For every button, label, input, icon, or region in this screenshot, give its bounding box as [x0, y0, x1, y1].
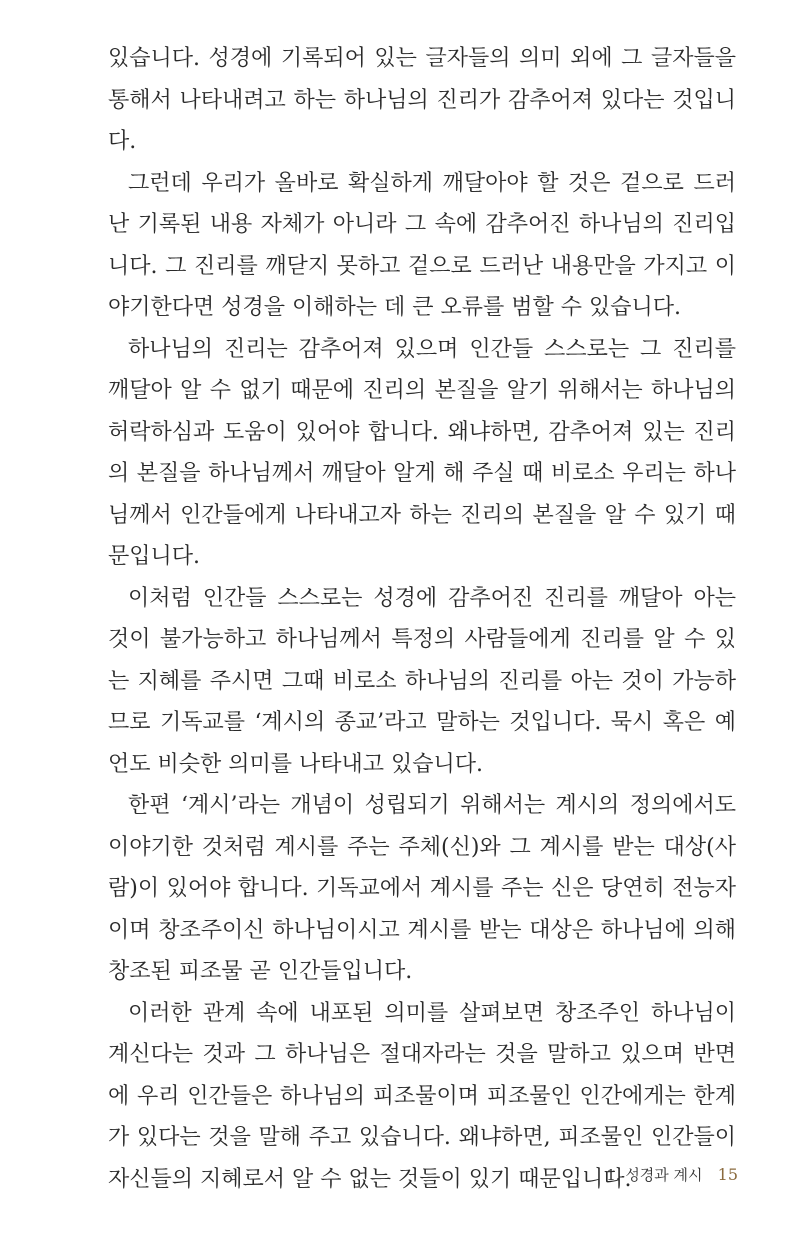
paragraph-4: 이처럼 인간들 스스로는 성경에 감추어진 진리를 깨달아 아는 것이 불가능하고 하나님께서 특정의 사람들에게 진리를 알 수 있는 지혜를 주시면 그때 비로소 하나님의 진리를 아는 것이 가능하므로 기독교를 ‘계시의 종교’라고 말하는 것입니다. 묵시 혹은 예언도 비슷한 의미를 나타내고 있습니다. — [108, 585, 736, 777]
body-text — [108, 38, 736, 1200]
running-footer-chapter: 1. 성경과 계시 — [606, 1166, 703, 1184]
page-number: 15 — [717, 1165, 738, 1184]
paragraph-1: 있습니다. 성경에 기록되어 있는 글자들의 의미 외에 그 글자들을 통해서 나타내려고 하는 하나님의 진리가 감추어져 있다는 것입니다. — [108, 46, 736, 154]
paragraph-3: 하나님의 진리는 감추어져 있으며 인간들 스스로는 그 진리를 깨달아 알 수 없기 때문에 진리의 본질을 알기 위해서는 하나님의 허락하심과 도움이 있어야 합니다. 왜냐하면, 감추어져 있는 진리의 본질을 하나님께서 깨달아 알게 해 주실 때 비로소 우리는 하나님께서 인간들에게 나타내고자 하는 진리의 본질을 알 수 있기 때문입니다. — [108, 336, 736, 569]
page-footer — [606, 1164, 738, 1185]
paragraph-2: 그런데 우리가 올바로 확실하게 깨달아야 할 것은 겉으로 드러난 기록된 내용 자체가 아니라 그 속에 감추어진 하나님의 진리입니다. 그 진리를 깨닫지 못하고 겉으로 드러난 내용만을 가지고 이야기한다면 성경을 이해하는 데 큰 오류를 범할 수 있습니다. — [108, 170, 736, 320]
paragraph-5: 한편 ‘계시’라는 개념이 성립되기 위해서는 계시의 정의에서도 이야기한 것처럼 계시를 주는 주체(신)와 그 계시를 받는 대상(사람)이 있어야 합니다. 기독교에서 계시를 주는 신은 당연히 전능자이며 창조주이신 하나님이시고 계시를 받는 대상은 하나님에 의해 창조된 피조물 곧 인간들입니다. — [108, 793, 736, 984]
paragraph-6: 이러한 관계 속에 내포된 의미를 살펴보면 창조주인 하나님이 계신다는 것과 그 하나님은 절대자라는 것을 말하고 있으며 반면에 우리 인간들은 하나님의 피조물이며 피조물인 인간에게는 한계가 있다는 것을 말해 주고 있습니다. 왜냐하면, 피조물인 인간들이 자신들의 지혜로서 알 수 없는 것들이 있기 때문입니다. — [108, 1000, 736, 1192]
